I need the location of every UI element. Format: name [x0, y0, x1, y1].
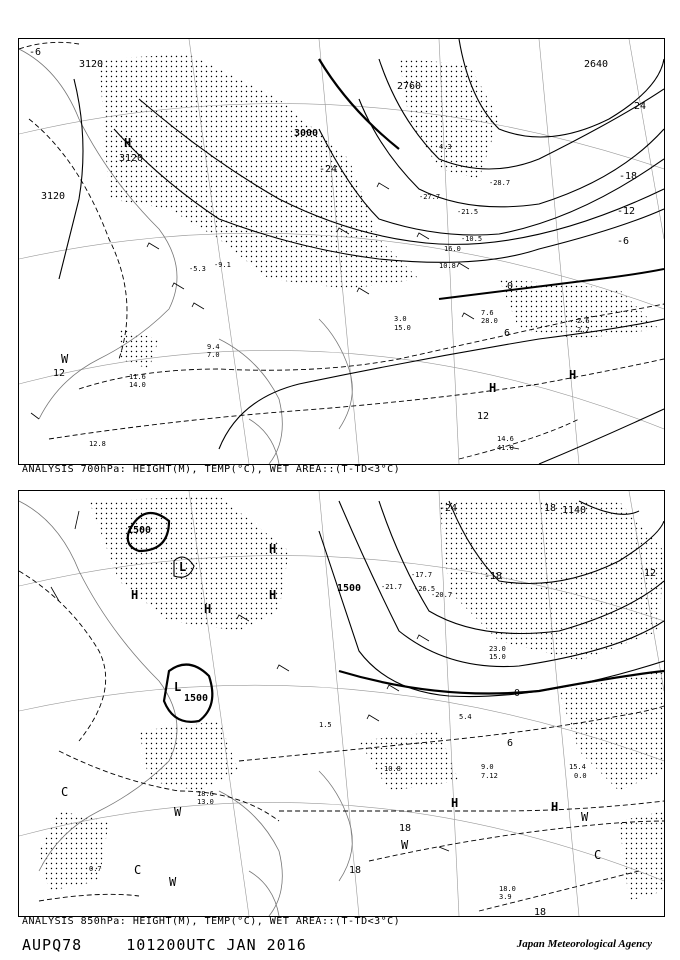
temp-label: 12	[53, 368, 66, 379]
station-value: 12.8	[89, 440, 106, 448]
station-value: -9.1	[214, 261, 231, 269]
height-label: 1500	[337, 583, 362, 594]
temp-label: 6	[507, 738, 514, 749]
station-value: 18.6	[197, 790, 214, 798]
temp-label: -6	[617, 236, 630, 247]
temp-label: -18	[484, 571, 503, 582]
low-pressure-center: L	[174, 680, 182, 694]
station-value: -10.5	[461, 235, 483, 243]
station-value: 14.6	[497, 435, 514, 443]
caption-850hpa: ANALYSIS 850hPa: HEIGHT(M), TEMP(°C), WET AREA::(T-TD<3°C)	[22, 916, 401, 927]
station-value: -17.7	[411, 571, 433, 579]
station-value: 2.6	[577, 317, 590, 325]
height-label: 3120	[119, 153, 144, 164]
station-value: 0.0	[574, 772, 587, 780]
temp-label: -18	[619, 171, 638, 182]
high-pressure-center: H	[489, 381, 497, 395]
warm-center: W	[61, 352, 69, 366]
station-value: 9.4	[207, 343, 220, 351]
high-pressure-center: H	[204, 602, 212, 616]
cold-center: C	[134, 863, 142, 877]
height-label: 3120	[79, 59, 104, 70]
temp-label: 18	[534, 907, 547, 916]
map-850hpa	[19, 491, 664, 916]
temp-label: -6	[29, 47, 42, 58]
chart-700hpa	[18, 38, 665, 465]
warm-center: W	[174, 805, 182, 819]
station-value: 7.0	[207, 351, 220, 359]
station-value: 11.6	[129, 373, 146, 381]
high-pressure-center: H	[269, 588, 277, 602]
station-value: 4.3	[439, 143, 452, 151]
station-value: -26.5	[414, 585, 436, 593]
high-pressure-center: H	[269, 542, 277, 556]
height-label: 3000	[294, 128, 319, 139]
station-value: -27.7	[419, 193, 441, 201]
temp-label: 12	[477, 411, 490, 422]
temp-label: -12	[617, 206, 636, 217]
temp-label: 0	[514, 688, 521, 699]
caption-700hpa: ANALYSIS 700hPa: HEIGHT(M), TEMP(°C), WET AREA::(T-TD<3°C)	[22, 464, 401, 475]
temp-label: 12	[644, 568, 657, 579]
high-pressure-center: H	[124, 136, 132, 150]
warm-center: W	[401, 838, 409, 852]
high-pressure-center: H	[131, 588, 139, 602]
temp-label: 24	[634, 101, 647, 112]
station-value: 15.0	[394, 324, 411, 332]
height-label: 1500	[127, 525, 152, 536]
warm-center: W	[169, 875, 177, 889]
temp-label: 18	[544, 503, 557, 514]
valid-time: 101200UTC JAN 2016	[126, 936, 307, 954]
warm-center: W	[581, 810, 589, 824]
temp-label: 18	[399, 823, 412, 834]
station-value: 3.0	[394, 315, 407, 323]
low-pressure-center: L	[179, 560, 187, 574]
height-label: 3120	[41, 191, 66, 202]
station-value: 7.12	[481, 772, 498, 780]
cold-center: C	[594, 848, 602, 862]
station-value: 9.0	[481, 763, 494, 771]
station-value: -28.7	[489, 179, 511, 187]
station-value: 14.0	[129, 381, 146, 389]
station-value: 23.0	[489, 645, 506, 653]
height-label: 2760	[397, 81, 422, 92]
station-value: 15.0	[489, 653, 506, 661]
agency-name: Japan Meteorological Agency	[516, 938, 652, 950]
chart-850hpa	[18, 490, 665, 917]
temp-label: 6	[504, 328, 511, 339]
station-value: -5.3	[189, 265, 206, 273]
high-pressure-center: H	[551, 800, 559, 814]
high-pressure-center: H	[569, 368, 577, 382]
temp-label: 18	[349, 865, 362, 876]
station-value: 13.0	[197, 798, 214, 806]
station-value: 1.5	[319, 721, 332, 729]
station-value: 41.0	[497, 444, 514, 452]
station-value: 5.4	[459, 713, 472, 721]
station-value: -21.5	[457, 208, 479, 216]
product-header	[22, 936, 341, 954]
station-value: 0.7	[89, 865, 102, 873]
temp-label: 0	[507, 281, 514, 292]
station-value: 3.9	[499, 893, 512, 901]
height-label: 1140	[562, 505, 587, 516]
station-value: 2.7	[577, 326, 590, 334]
map-700hpa	[19, 39, 664, 464]
height-label: 1500	[184, 693, 209, 704]
cold-center: C	[61, 785, 69, 799]
station-value: 10.8	[384, 765, 401, 773]
station-value: 7.6	[481, 309, 494, 317]
station-value: 10.8	[439, 262, 456, 270]
station-value: 28.0	[481, 317, 498, 325]
station-value: 18.0	[499, 885, 516, 893]
wet-area-shading	[99, 54, 659, 369]
station-value: 16.0	[444, 245, 461, 253]
product-code: AUPQ78	[22, 936, 83, 954]
temp-label: -24	[319, 164, 338, 175]
station-value: -20.7	[431, 591, 453, 599]
temp-label: -24	[439, 503, 458, 514]
station-value: -21.7	[381, 583, 403, 591]
height-label: 2640	[584, 59, 609, 70]
high-pressure-center: H	[451, 796, 459, 810]
station-value: 15.4	[569, 763, 586, 771]
wet-area-shading	[39, 496, 664, 901]
